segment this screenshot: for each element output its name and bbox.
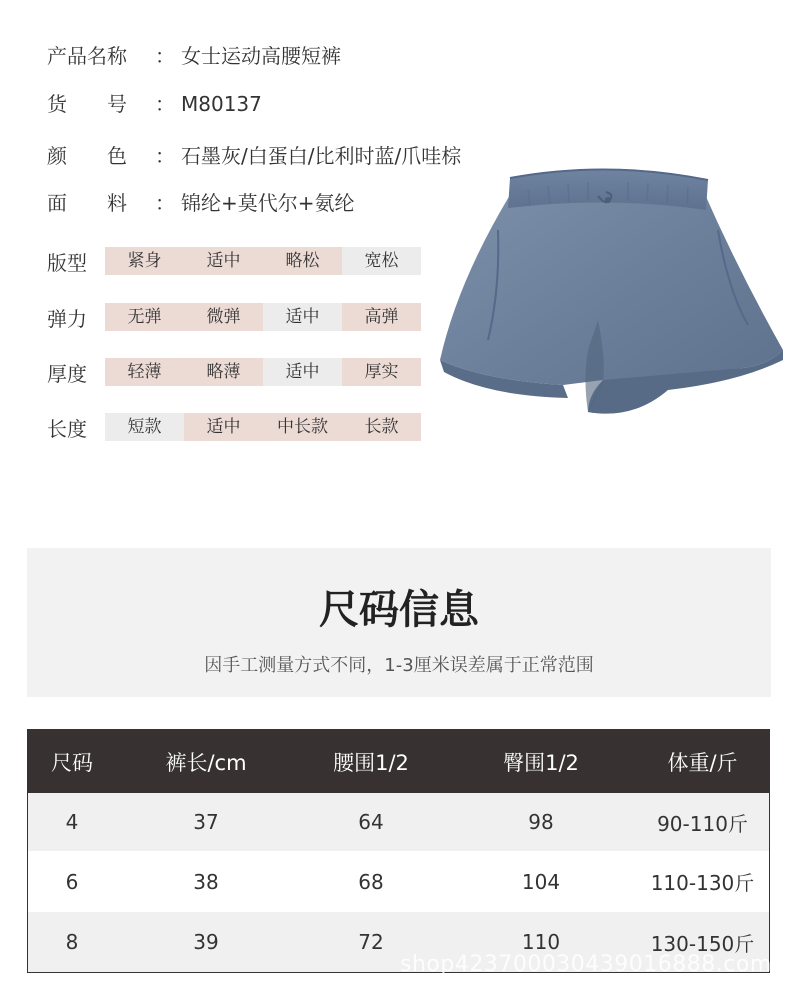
attr-cell: 略松 [263, 247, 342, 275]
info-item-number [47, 88, 262, 117]
table-cell: 110 [521, 930, 561, 954]
table-header-cell: 腰围1/2 [333, 750, 409, 775]
table-header-cell: 尺码 [51, 750, 93, 775]
info-label: 颜 色 [47, 144, 127, 168]
info-label: 货 号 [47, 92, 127, 116]
table-cell: 6 [65, 869, 79, 894]
shop-watermark: shop423700030439016888.com [400, 952, 772, 977]
table-header-cell: 臀围1/2 [503, 750, 579, 775]
table-row [28, 793, 769, 851]
table-cell: 64 [358, 810, 384, 834]
attr-cell: 轻薄 [105, 358, 184, 386]
table-header-cell: 体重/斤 [667, 750, 738, 775]
table-cell: 39 [193, 930, 219, 954]
table-cell: 68 [358, 869, 384, 894]
attr-cell: 宽松 [342, 247, 421, 275]
table-cell: 90-110斤 [657, 811, 748, 836]
info-colon: ： [155, 144, 175, 168]
table-cell: 4 [65, 810, 79, 834]
info-value: 锦纶+莫代尔+氨纶 [181, 191, 355, 215]
attr-cells [105, 358, 421, 386]
table-row [28, 851, 769, 912]
attr-title: 弹力 [47, 306, 87, 331]
table-header-cell: 裤长/cm [165, 750, 247, 775]
attr-cell: 高弹 [342, 303, 421, 331]
attr-cell: 略薄 [184, 358, 263, 386]
size-info-title: 尺码信息 [319, 587, 479, 633]
table-header-row [28, 730, 769, 793]
info-color [47, 140, 461, 169]
table-cell: 104 [521, 869, 561, 894]
info-label: 产品名称 [47, 44, 127, 68]
attr-cell: 适中 [184, 247, 263, 275]
attr-title: 厚度 [47, 361, 87, 386]
info-label: 面 料 [47, 191, 127, 215]
table-cell: 38 [193, 869, 219, 894]
info-colon: ： [155, 92, 175, 116]
table-cell: 98 [528, 810, 554, 834]
attr-row-thickness [47, 358, 421, 386]
table-cell: 130-150斤 [650, 931, 755, 956]
size-info-banner [27, 548, 771, 697]
info-product-name [47, 40, 341, 69]
attr-cell: 无弹 [105, 303, 184, 331]
attr-row-length [47, 413, 421, 441]
info-colon: ： [155, 44, 175, 68]
shorts-product-image [438, 150, 788, 435]
table-cell: 8 [65, 930, 79, 954]
attr-row-elasticity [47, 303, 421, 331]
attr-cell: 适中 [184, 413, 263, 441]
table-cell: 37 [193, 810, 219, 834]
attr-cell: 短款 [105, 413, 184, 441]
info-colon: ： [155, 191, 175, 215]
info-value: 石墨灰/白蛋白/比利时蓝/爪哇棕 [181, 144, 462, 168]
attr-row-fit [47, 247, 421, 275]
attr-cells [105, 413, 421, 441]
attr-cell: 紧身 [105, 247, 184, 275]
attr-cell: 适中 [263, 358, 342, 386]
size-table [27, 729, 770, 973]
attr-title: 长度 [47, 416, 87, 441]
info-value: M80137 [181, 92, 262, 116]
table-cell: 72 [358, 930, 384, 954]
attr-cell: 微弹 [184, 303, 263, 331]
info-fabric [47, 187, 355, 216]
attr-title: 版型 [47, 250, 87, 275]
attr-cell: 中长款 [263, 413, 342, 441]
info-value: 女士运动高腰短裤 [181, 44, 341, 68]
attr-cell: 适中 [263, 303, 342, 331]
size-info-subtitle: 因手工测量方式不同，1-3厘米误差属于正常范围 [204, 655, 594, 676]
attr-cells [105, 247, 421, 275]
table-cell: 110-130斤 [650, 871, 755, 895]
attr-cell: 长款 [342, 413, 421, 441]
attr-cells [105, 303, 421, 331]
attr-cell: 厚实 [342, 358, 421, 386]
